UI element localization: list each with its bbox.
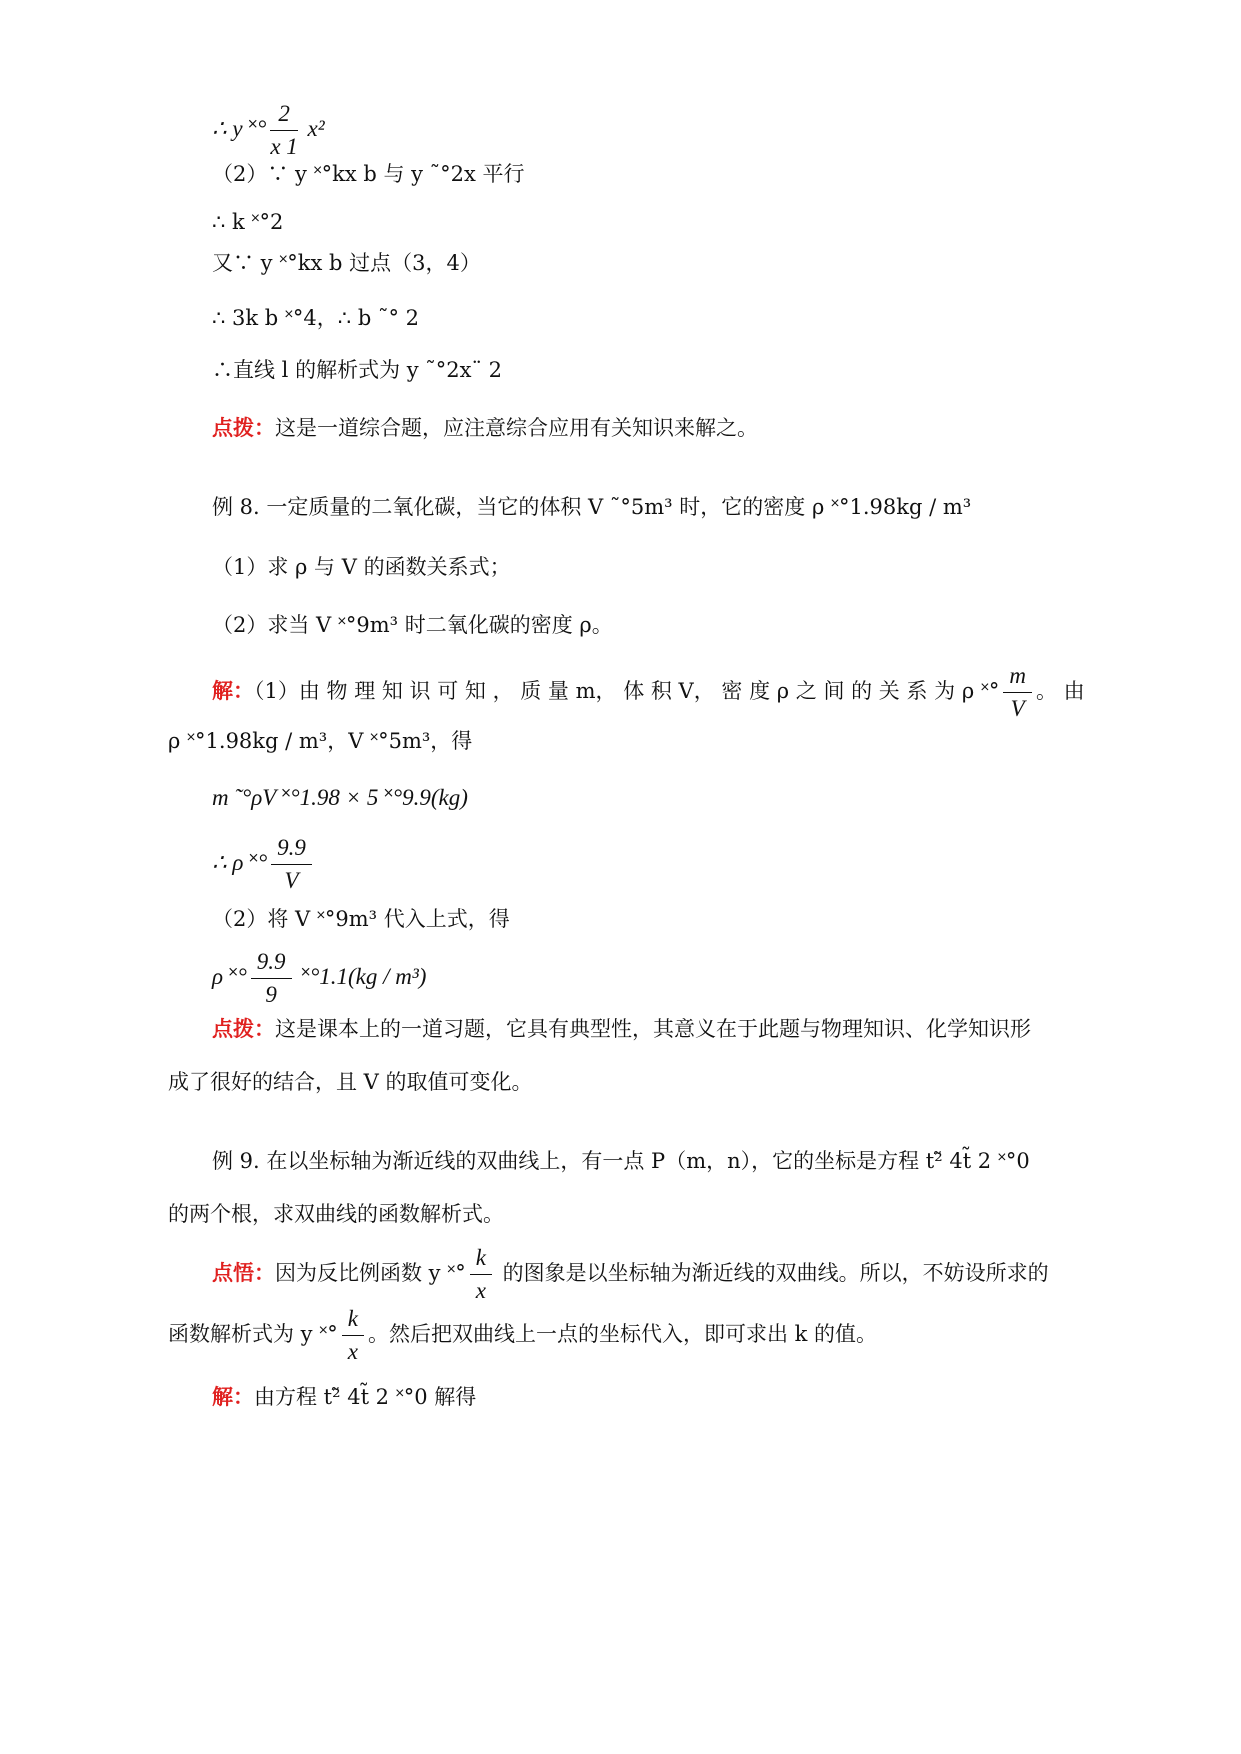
equation-line [212,948,426,1009]
fraction [251,948,292,1009]
fraction-numerator: k [470,1244,492,1275]
fraction-denominator: V [284,868,299,893]
text-line: 又∵ y ˟°kx b 过点（3，4） [212,251,481,275]
equation-line: m ˜°ρV ˟°1.98 × 5 ˟°9.9(kg) [212,785,468,810]
fraction [271,834,312,895]
fraction-denominator: x [475,1278,486,1303]
equation-suffix: x² [301,115,325,141]
example-9-title: 例 9. 在以坐标轴为渐近线的双曲线上，有一点 P（m，n），它的坐标是方程 t²̃ 4t̃ 2 ˟°0 [212,1149,1030,1173]
equation-suffix: ˟°1.1(kg / m³) [295,963,427,989]
text-line [168,1305,877,1366]
solution-text: 由方程 t²̃ 4t̃ 2 ˟°0 解得 [254,1385,477,1409]
text-line: ∴ 3k b ˟°4，∴ b ˜° 2 [212,306,419,330]
fraction [270,100,297,161]
text-line: 的两个根，求双曲线的函数解析式。 [168,1202,504,1226]
solution-label: 解： [212,1384,254,1409]
fraction [470,1244,492,1305]
fraction-denominator: 9 [265,982,277,1007]
equation-line [212,100,325,161]
insight-text: 因为反比例函数 y ˟° [275,1261,466,1285]
hint-text: 这是课本上的一道习题，它具有典型性，其意义在于此题与物理知识、化学知识形 [275,1017,1031,1041]
text-line: （2）求当 V ˟°9m³ 时二氧化碳的密度 ρ。 [212,613,613,637]
fraction-denominator: V [1010,696,1025,721]
text-line: （1）求 ρ 与 V 的函数关系式； [212,555,511,579]
example-8-title: 例 8. 一定质量的二氧化碳，当它的体积 V ˜°5m³ 时，它的密度 ρ ˟°1.98kg / m³ [212,495,972,519]
text-line: 成了很好的结合，且 V 的取值可变化。 [168,1070,533,1094]
hint-line [212,1015,1031,1043]
text-suffix: 。然后把双曲线上一点的坐标代入，即可求出 k 的值。 [367,1322,878,1346]
hint-label: 点拨： [212,415,275,440]
equation-prefix: ∴ ρ ˟° [212,849,268,875]
fraction-denominator: x [347,1339,358,1364]
equation-prefix: ρ ˟° [212,963,247,989]
solution-label: 解： [212,678,254,703]
text-prefix: 函数解析式为 y ˟° [168,1322,338,1346]
equation-prefix: ∴ y ˟° [212,115,267,141]
hint-line [212,414,758,442]
fraction [342,1305,364,1366]
equation-line [212,834,316,895]
text-line: （2）∵ y ˟°kx b 与 y ˜°2x 平行 [212,162,525,186]
solution-line [212,662,1085,723]
insight-text-end: 的图象是以坐标轴为渐近线的双曲线。所以，不妨设所求的 [495,1261,1049,1285]
hint-label: 点拨： [212,1016,275,1041]
solution-text-end: 。 由 [1035,679,1085,703]
text-line: （2）将 V ˟°9m³ 代入上式，得 [212,907,510,931]
fraction [1003,662,1032,723]
fraction-numerator: k [342,1305,364,1336]
hint-text: 这是一道综合题，应注意综合应用有关知识来解之。 [275,416,758,440]
text-line: ∴ k ˟°2 [212,210,284,234]
insight-line [212,1244,1049,1305]
fraction-numerator: m [1003,662,1032,693]
text-line: ρ ˟°1.98kg / m³，V ˟°5m³，得 [168,729,473,753]
fraction-denominator: x 1 [270,134,298,159]
fraction-numerator: 9.9 [271,834,312,865]
solution-text: （1）由 物 理 知 识 可 知 ， 质 量 m， 体 积 V， 密 度 ρ 之 间 的 关 系 为 ρ ˟° [254,679,1000,703]
fraction-numerator: 9.9 [251,948,292,979]
insight-label: 点悟： [212,1260,275,1285]
fraction-numerator: 2 [270,100,297,131]
solution-line [212,1383,476,1411]
text-line: ∴直线 l 的解析式为 y ˜°2x¨ 2 [212,358,503,382]
